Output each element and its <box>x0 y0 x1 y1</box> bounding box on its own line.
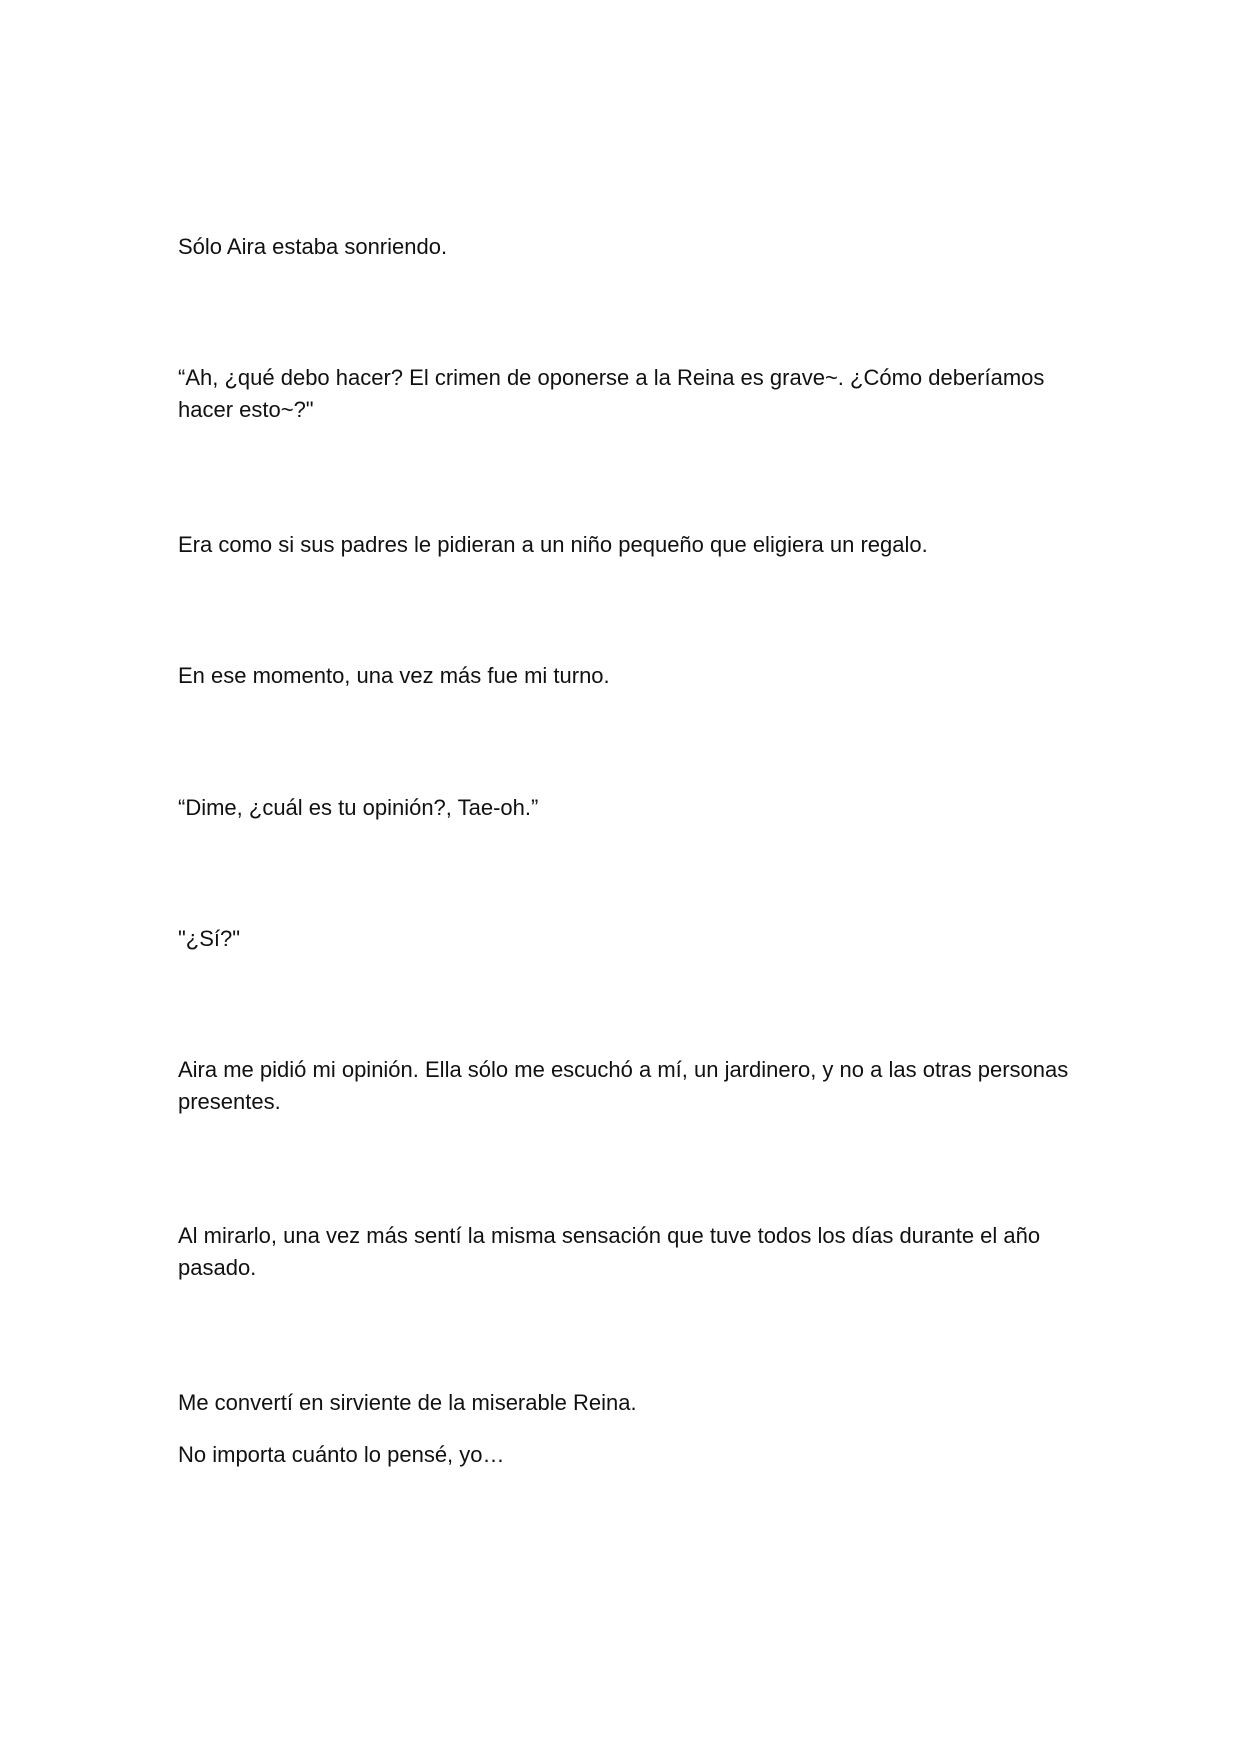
paragraph-3: Era como si sus padres le pidieran a un niño pequeño que eligiera un regalo. <box>178 532 928 557</box>
paragraph-9: Me convertí en sirviente de la miserable Reina. <box>178 1390 637 1415</box>
paragraph-4: En ese momento, una vez más fue mi turno. <box>178 663 610 688</box>
paragraph-1: Sólo Aira estaba sonriendo. <box>178 234 448 259</box>
paragraph-2: “Ah, ¿qué debo hacer? El crimen de oponerse a la Reina es grave~. ¿Cómo deberíamos hacer esto~?" <box>178 365 1045 422</box>
paragraph-5: “Dime, ¿cuál es tu opinión?, Tae-oh.” <box>178 795 539 820</box>
paragraph-8: Al mirarlo, una vez más sentí la misma sensación que tuve todos los días durante el año pasado. <box>178 1223 1041 1280</box>
paragraph-10: No importa cuánto lo pensé, yo… <box>178 1442 505 1467</box>
paragraph-7: Aira me pidió mi opinión. Ella sólo me escuchó a mí, un jardinero, y no a las otras personas presentes. <box>178 1057 1069 1114</box>
paragraph-6: "¿Sí?" <box>178 926 241 951</box>
